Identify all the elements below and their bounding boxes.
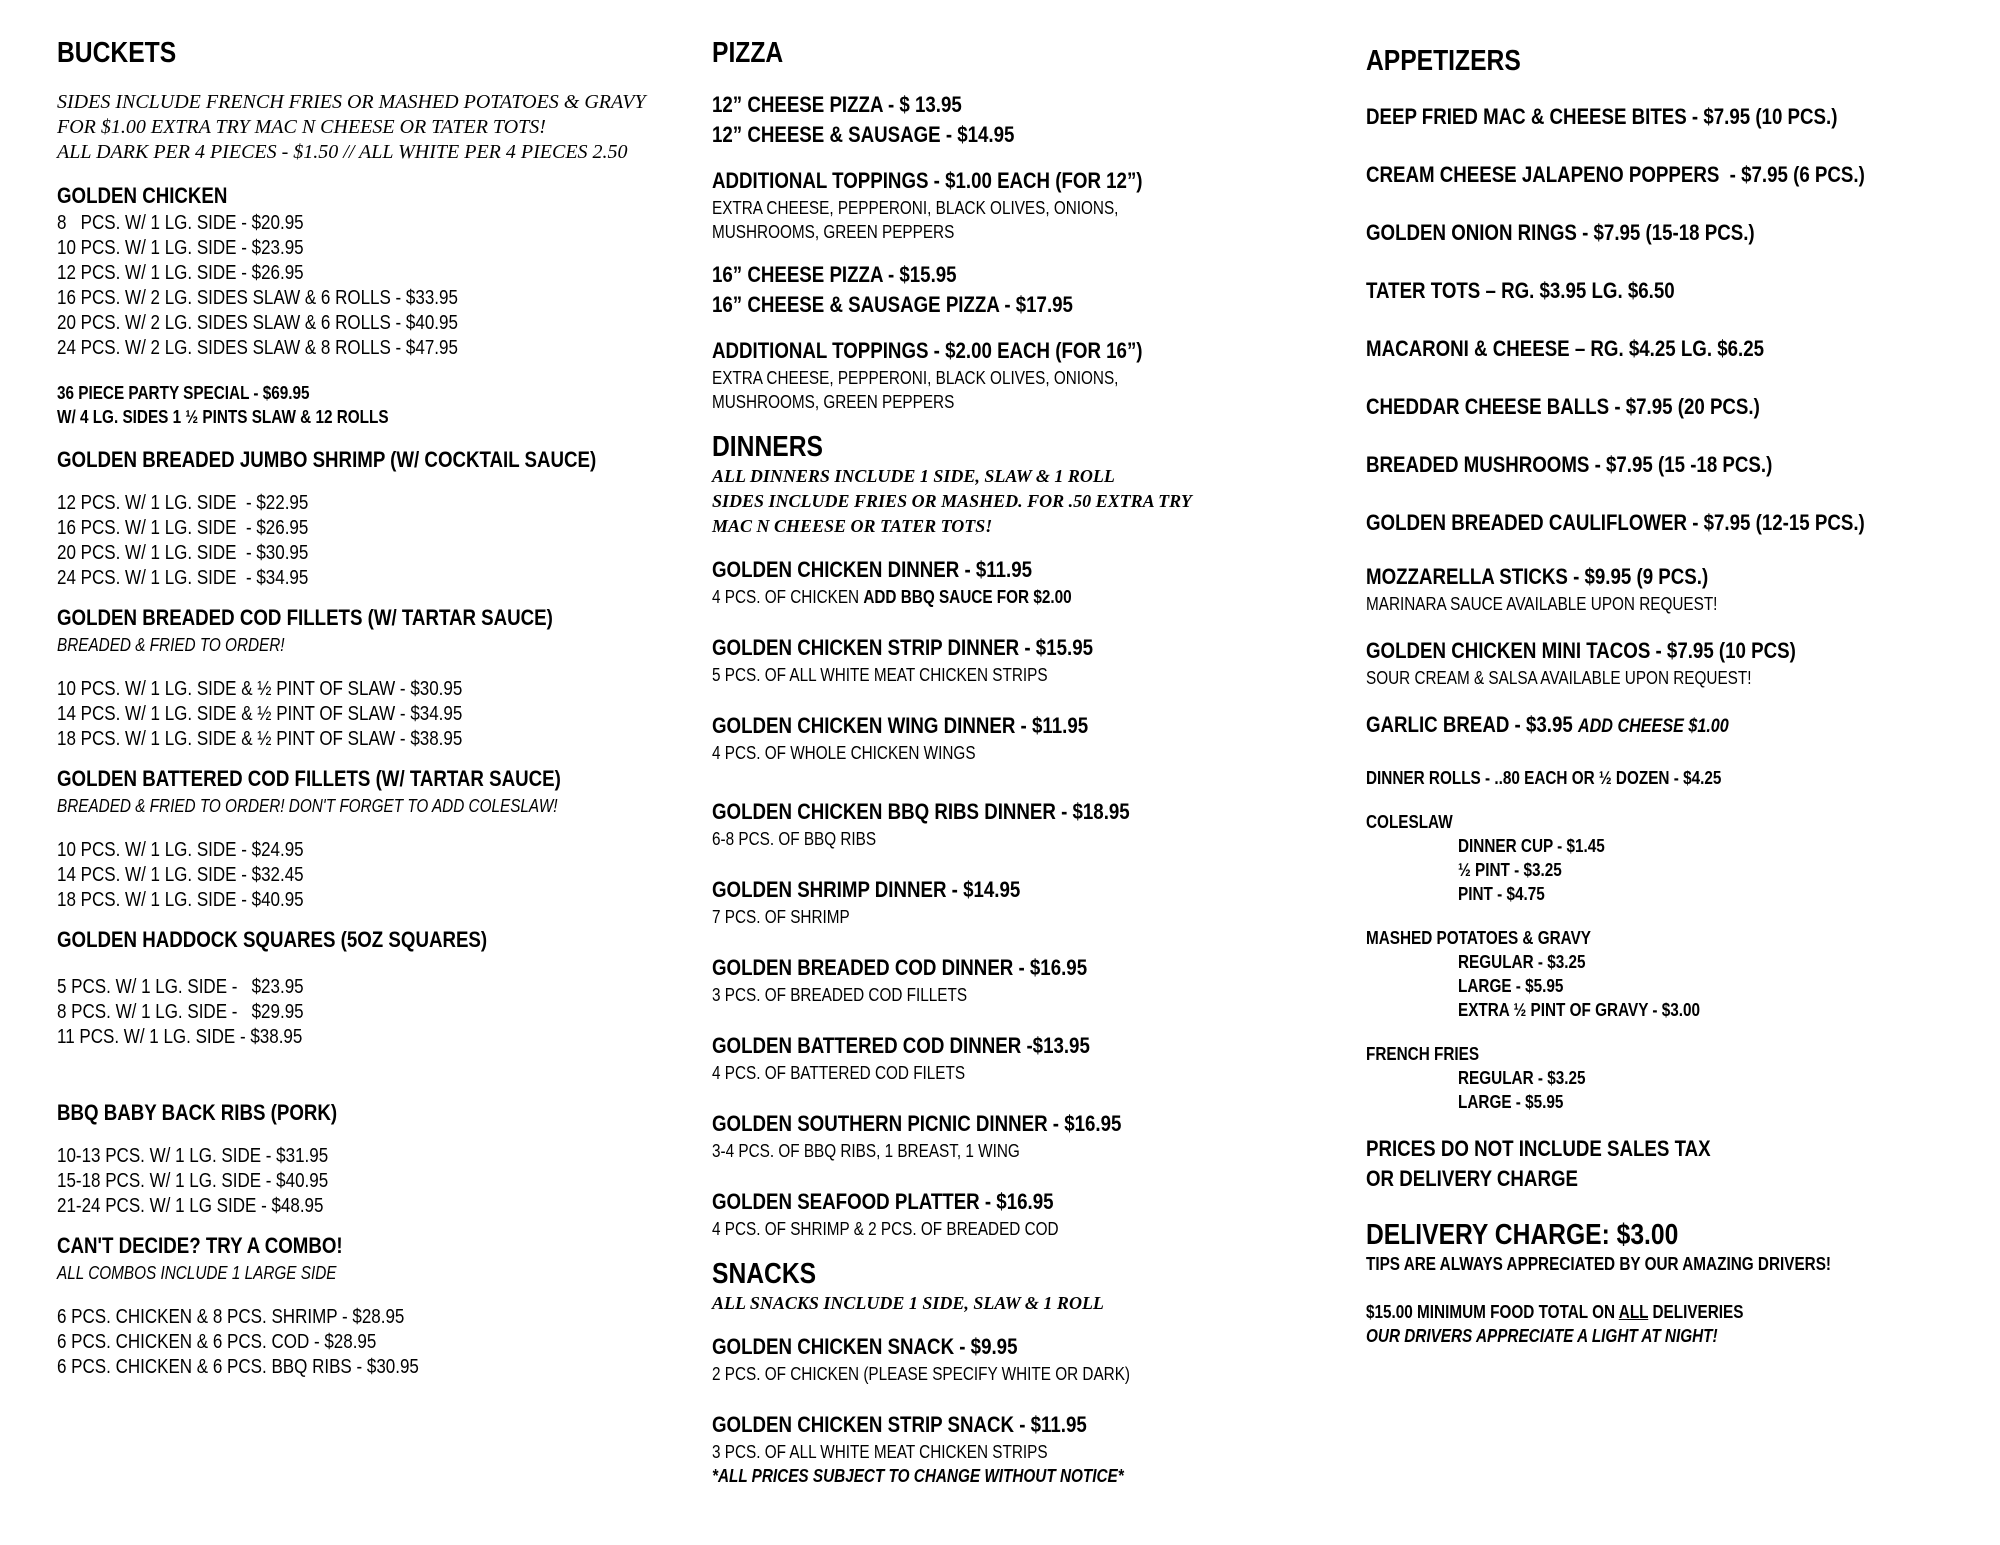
item-title: MASHED POTATOES & GRAVY xyxy=(1366,928,1591,948)
list-item: 16” CHEESE PIZZA - $15.95 xyxy=(712,262,957,287)
item-desc: EXTRA CHEESE, PEPPERONI, BLACK OLIVES, ONIONS, xyxy=(712,198,1119,218)
buckets-intro xyxy=(57,90,697,165)
item-title: GOLDEN CHICKEN BBQ RIBS DINNER - $18.95 xyxy=(712,799,1130,824)
item-desc: 4 PCS. OF BATTERED COD FILETS xyxy=(712,1063,966,1083)
dinner-item xyxy=(712,633,1352,687)
party-special xyxy=(57,381,697,429)
list-item: 5 PCS. W/ 1 LG. SIDE - $23.95 xyxy=(57,976,304,998)
list-item: DINNER CUP - $1.45 xyxy=(1458,836,1605,856)
dinner-item xyxy=(712,797,1352,851)
intro-line: SIDES INCLUDE FRIES OR MASHED. FOR .50 EXTRA TRY xyxy=(712,491,1192,511)
list-item: 6 PCS. CHICKEN & 6 PCS. BBQ RIBS - $30.95 xyxy=(57,1356,419,1378)
item-title: GOLDEN CHICKEN MINI TACOS - $7.95 (10 PCS) xyxy=(1366,638,1796,663)
intro-line: MAC N CHEESE OR TATER TOTS! xyxy=(712,516,993,536)
item-desc: 4 PCS. OF CHICKEN ADD BBQ SAUCE FOR $2.00 xyxy=(712,587,1072,607)
snack-item xyxy=(712,1410,1352,1464)
golden-chicken-list xyxy=(57,211,697,361)
item-title: FRENCH FRIES xyxy=(1366,1044,1480,1064)
section-heading-appetizers: APPETIZERS xyxy=(1366,45,1521,77)
intro-line: ALL DINNERS INCLUDE 1 SIDE, SLAW & 1 ROLL xyxy=(712,466,1115,486)
tax-note-line: PRICES DO NOT INCLUDE SALES TAX xyxy=(1366,1136,1711,1161)
dinner-item xyxy=(712,953,1352,1007)
list-item: 10 PCS. W/ 1 LG. SIDE - $24.95 xyxy=(57,839,304,861)
column-appetizers xyxy=(1366,44,1986,1348)
item-title: BBQ BABY BACK RIBS (PORK) xyxy=(57,1100,338,1125)
list-item: 21-24 PCS. W/ 1 LG SIDE - $48.95 xyxy=(57,1195,324,1217)
item-title: GOLDEN CHICKEN xyxy=(57,183,228,208)
delivery-charge: DELIVERY CHARGE: $3.00 xyxy=(1366,1219,1679,1251)
tips-note: TIPS ARE ALWAYS APPRECIATED BY OUR AMAZING DRIVERS! xyxy=(1366,1254,1832,1274)
coleslaw-list xyxy=(1366,834,1986,906)
list-item: 10 PCS. W/ 1 LG. SIDE - $23.95 xyxy=(57,237,304,259)
item-note: BREADED & FRIED TO ORDER! DON'T FORGET TO ADD COLESLAW! xyxy=(57,796,558,816)
dinner-item xyxy=(712,1109,1352,1163)
price-notice: *ALL PRICES SUBJECT TO CHANGE WITHOUT NOTICE* xyxy=(712,1466,1124,1486)
item-desc: 5 PCS. OF ALL WHITE MEAT CHICKEN STRIPS xyxy=(712,665,1048,685)
list-item: 14 PCS. W/ 1 LG. SIDE - $32.45 xyxy=(57,864,304,886)
item-title: CAN'T DECIDE? TRY A COMBO! xyxy=(57,1233,343,1258)
item-title: GOLDEN SOUTHERN PICNIC DINNER - $16.95 xyxy=(712,1111,1122,1136)
item-title: COLESLAW xyxy=(1366,812,1453,832)
section-heading-dinners: DINNERS xyxy=(712,431,823,463)
list-item: ½ PINT - $3.25 xyxy=(1458,860,1562,880)
item-desc: SOUR CREAM & SALSA AVAILABLE UPON REQUEST! xyxy=(1366,668,1752,688)
column-pizza-dinners xyxy=(712,36,1352,1488)
item-title: GOLDEN CHICKEN WING DINNER - $11.95 xyxy=(712,713,1089,738)
list-item: 12” CHEESE & SAUSAGE - $14.95 xyxy=(712,122,1015,147)
minimum-note: $15.00 MINIMUM FOOD TOTAL ON ALL DELIVERIES xyxy=(1366,1302,1744,1322)
list-item: LARGE - $5.95 xyxy=(1458,976,1564,996)
combo-list xyxy=(57,1305,697,1380)
list-item: CREAM CHEESE JALAPENO POPPERS - $7.95 (6 PCS.) xyxy=(1366,162,1865,187)
item-title: GOLDEN SEAFOOD PLATTER - $16.95 xyxy=(712,1189,1054,1214)
fries-list xyxy=(1366,1066,1986,1114)
dinner-item xyxy=(712,875,1352,929)
bbq-sauce-addon: ADD BBQ SAUCE FOR $2.00 xyxy=(863,587,1072,607)
list-item: GOLDEN BREADED CAULIFLOWER - $7.95 (12-15 PCS.) xyxy=(1366,510,1865,535)
item-title: GOLDEN CHICKEN STRIP SNACK - $11.95 xyxy=(712,1412,1087,1437)
list-item: DEEP FRIED MAC & CHEESE BITES - $7.95 (10 PCS.) xyxy=(1366,104,1838,129)
list-item: EXTRA ½ PINT OF GRAVY - $3.00 xyxy=(1458,1000,1701,1020)
item-desc: 7 PCS. OF SHRIMP xyxy=(712,907,850,927)
party-special-desc: W/ 4 LG. SIDES 1 ½ PINTS SLAW & 12 ROLLS xyxy=(57,407,389,427)
section-heading-pizza: PIZZA xyxy=(712,37,784,69)
snack-item xyxy=(712,1332,1352,1386)
dinner-item xyxy=(712,1031,1352,1085)
item-title: GOLDEN BREADED JUMBO SHRIMP (W/ COCKTAIL SAUCE) xyxy=(57,447,597,472)
garlic-bread-addon: ADD CHEESE $1.00 xyxy=(1577,716,1729,737)
item-title: GOLDEN SHRIMP DINNER - $14.95 xyxy=(712,877,1021,902)
intro-line: FOR $1.00 EXTRA TRY MAC N CHEESE OR TATER TOTS! xyxy=(57,116,546,138)
intro-line: SIDES INCLUDE FRENCH FRIES OR MASHED POTATOES & GRAVY xyxy=(57,91,646,113)
item-desc: EXTRA CHEESE, PEPPERONI, BLACK OLIVES, ONIONS, xyxy=(712,368,1119,388)
list-item: 8 PCS. W/ 1 LG. SIDE - $29.95 xyxy=(57,1001,304,1023)
item-desc: 4 PCS. OF SHRIMP & 2 PCS. OF BREADED COD xyxy=(712,1219,1059,1239)
pizza-16-list xyxy=(712,260,1352,320)
list-item: PINT - $4.75 xyxy=(1458,884,1545,904)
list-item: TATER TOTS – RG. $3.95 LG. $6.50 xyxy=(1366,278,1675,303)
list-item: 15-18 PCS. W/ 1 LG. SIDE - $40.95 xyxy=(57,1170,329,1192)
section-heading-buckets: BUCKETS xyxy=(57,37,177,69)
list-item: 14 PCS. W/ 1 LG. SIDE & ½ PINT OF SLAW - $34.95 xyxy=(57,703,463,725)
tax-note xyxy=(1366,1134,1986,1194)
intro-line: ALL DARK PER 4 PIECES - $1.50 // ALL WHITE PER 4 PIECES 2.50 xyxy=(57,141,628,163)
breaded-cod-list xyxy=(57,677,697,752)
light-note: OUR DRIVERS APPRECIATE A LIGHT AT NIGHT! xyxy=(1366,1326,1718,1346)
haddock-list xyxy=(57,975,697,1050)
list-item: 16 PCS. W/ 2 LG. SIDES SLAW & 6 ROLLS - $33.95 xyxy=(57,287,458,309)
item-title: GOLDEN BREADED COD DINNER - $16.95 xyxy=(712,955,1088,980)
item-desc: 4 PCS. OF WHOLE CHICKEN WINGS xyxy=(712,743,976,763)
list-item: 8 PCS. W/ 1 LG. SIDE - $20.95 xyxy=(57,212,304,234)
dinner-item xyxy=(712,555,1352,609)
dinner-item xyxy=(712,1187,1352,1241)
item-note: BREADED & FRIED TO ORDER! xyxy=(57,635,285,655)
section-heading-snacks: SNACKS xyxy=(712,1258,817,1290)
item-title: ADDITIONAL TOPPINGS - $1.00 EACH (FOR 12”) xyxy=(712,168,1143,193)
item-title: GOLDEN CHICKEN STRIP DINNER - $15.95 xyxy=(712,635,1094,660)
item-desc: 3 PCS. OF BREADED COD FILLETS xyxy=(712,985,968,1005)
list-item: 6 PCS. CHICKEN & 6 PCS. COD - $28.95 xyxy=(57,1331,377,1353)
list-item: 16” CHEESE & SAUSAGE PIZZA - $17.95 xyxy=(712,292,1073,317)
list-item: 24 PCS. W/ 1 LG. SIDE - $34.95 xyxy=(57,567,309,589)
item-title: GOLDEN BREADED COD FILLETS (W/ TARTAR SAUCE) xyxy=(57,605,553,630)
list-item: 12 PCS. W/ 1 LG. SIDE - $26.95 xyxy=(57,262,304,284)
list-item: 20 PCS. W/ 2 LG. SIDES SLAW & 6 ROLLS - $40.95 xyxy=(57,312,458,334)
mozzarella-item xyxy=(1366,562,1986,616)
mashed-list xyxy=(1366,950,1986,1022)
item-note: ALL COMBOS INCLUDE 1 LARGE SIDE xyxy=(57,1263,337,1283)
party-special-title: 36 PIECE PARTY SPECIAL - $69.95 xyxy=(57,383,310,403)
list-item: 12” CHEESE PIZZA - $ 13.95 xyxy=(712,92,962,117)
ribs-list xyxy=(57,1144,697,1219)
dinner-item xyxy=(712,711,1352,765)
item-title: ADDITIONAL TOPPINGS - $2.00 EACH (FOR 16”) xyxy=(712,338,1143,363)
tax-note-line: OR DELIVERY CHARGE xyxy=(1366,1166,1578,1191)
list-item: 10 PCS. W/ 1 LG. SIDE & ½ PINT OF SLAW - $30.95 xyxy=(57,678,463,700)
item-title: GOLDEN CHICKEN DINNER - $11.95 xyxy=(712,557,1033,582)
list-item: CHEDDAR CHEESE BALLS - $7.95 (20 PCS.) xyxy=(1366,394,1760,419)
list-item: 18 PCS. W/ 1 LG. SIDE - $40.95 xyxy=(57,889,304,911)
dinners-intro xyxy=(712,464,1352,539)
item-desc: MARINARA SAUCE AVAILABLE UPON REQUEST! xyxy=(1366,594,1718,614)
list-item: REGULAR - $3.25 xyxy=(1458,1068,1586,1088)
item-desc: MUSHROOMS, GREEN PEPPERS xyxy=(712,222,955,242)
pizza-12-list xyxy=(712,90,1352,150)
battered-cod-list xyxy=(57,838,697,913)
list-item: 18 PCS. W/ 1 LG. SIDE & ½ PINT OF SLAW - $38.95 xyxy=(57,728,463,750)
item-desc: 3 PCS. OF ALL WHITE MEAT CHICKEN STRIPS xyxy=(712,1442,1048,1462)
minimum-all: ALL xyxy=(1618,1302,1649,1322)
list-item: 6 PCS. CHICKEN & 8 PCS. SHRIMP - $28.95 xyxy=(57,1306,405,1328)
list-item: 16 PCS. W/ 1 LG. SIDE - $26.95 xyxy=(57,517,309,539)
list-item: 24 PCS. W/ 2 LG. SIDES SLAW & 8 ROLLS - $47.95 xyxy=(57,337,458,359)
item-desc: MUSHROOMS, GREEN PEPPERS xyxy=(712,392,955,412)
item-title: GOLDEN BATTERED COD FILLETS (W/ TARTAR SAUCE) xyxy=(57,766,561,791)
garlic-bread: GARLIC BREAD - $3.95 ADD CHEESE $1.00 xyxy=(1366,712,1729,737)
appetizers-list xyxy=(1366,102,1986,538)
dinner-rolls: DINNER ROLLS - ..80 EACH OR ½ DOZEN - $4.25 xyxy=(1366,768,1722,788)
snacks-intro: ALL SNACKS INCLUDE 1 SIDE, SLAW & 1 ROLL xyxy=(712,1293,1104,1313)
list-item: 10-13 PCS. W/ 1 LG. SIDE - $31.95 xyxy=(57,1145,329,1167)
item-title: GOLDEN HADDOCK SQUARES (5OZ SQUARES) xyxy=(57,927,488,952)
list-item: 12 PCS. W/ 1 LG. SIDE - $22.95 xyxy=(57,492,309,514)
item-desc: 3-4 PCS. OF BBQ RIBS, 1 BREAST, 1 WING xyxy=(712,1141,1020,1161)
item-title: MOZZARELLA STICKS - $9.95 (9 PCS.) xyxy=(1366,564,1709,589)
column-buckets xyxy=(57,36,697,1380)
item-desc: 2 PCS. OF CHICKEN (PLEASE SPECIFY WHITE OR DARK) xyxy=(712,1364,1131,1384)
list-item: 20 PCS. W/ 1 LG. SIDE - $30.95 xyxy=(57,542,309,564)
item-title: GOLDEN CHICKEN SNACK - $9.95 xyxy=(712,1334,1018,1359)
tacos-item xyxy=(1366,636,1986,690)
shrimp-list xyxy=(57,491,697,591)
list-item: LARGE - $5.95 xyxy=(1458,1092,1564,1112)
list-item: BREADED MUSHROOMS - $7.95 (15 -18 PCS.) xyxy=(1366,452,1773,477)
list-item: REGULAR - $3.25 xyxy=(1458,952,1586,972)
list-item: MACARONI & CHEESE – RG. $4.25 LG. $6.25 xyxy=(1366,336,1765,361)
list-item: GOLDEN ONION RINGS - $7.95 (15-18 PCS.) xyxy=(1366,220,1755,245)
dinners-list xyxy=(712,555,1352,1241)
list-item: 11 PCS. W/ 1 LG. SIDE - $38.95 xyxy=(57,1026,303,1048)
item-desc: 6-8 PCS. OF BBQ RIBS xyxy=(712,829,877,849)
item-title: GOLDEN BATTERED COD DINNER -$13.95 xyxy=(712,1033,1090,1058)
